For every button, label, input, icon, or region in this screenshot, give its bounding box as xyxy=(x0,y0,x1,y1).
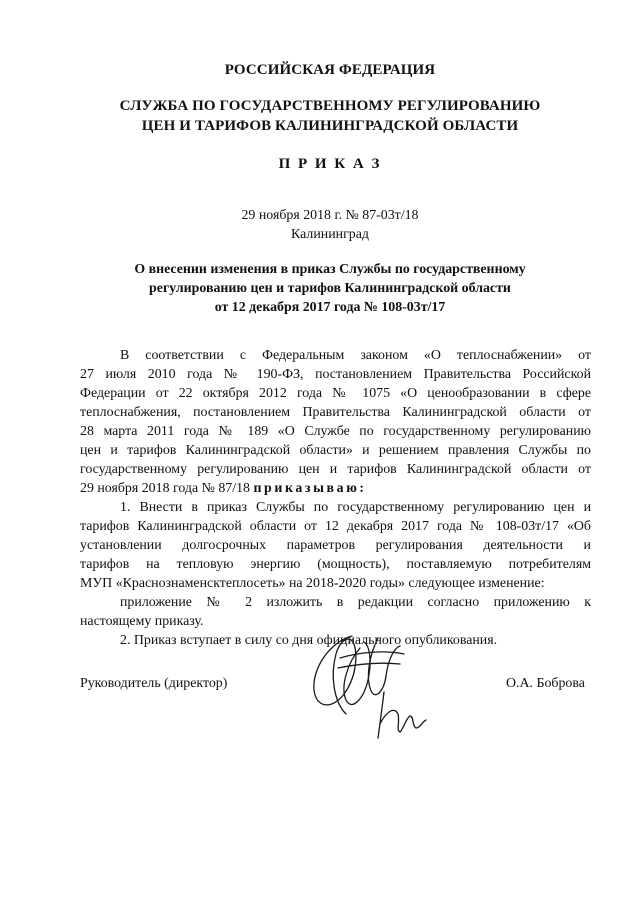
body-line: настоящему приказу. xyxy=(80,614,204,629)
body-line: 1. Внести в приказ Службы по государственному регулированию цен и xyxy=(120,500,591,515)
resolution-date: 29 ноября 2018 года № 87/18 xyxy=(80,481,250,496)
document-type-heading: П Р И К А З xyxy=(278,156,382,172)
body-line: установлении долгосрочных параметров регулирования деятельности и xyxy=(80,538,591,553)
agency-heading-line2: ЦЕН И ТАРИФОВ КАЛИНИНГРАДСКОЙ ОБЛАСТИ xyxy=(141,118,519,134)
date-number: 29 ноября 2018 г. № 87-03т/18 xyxy=(241,208,419,223)
body-line: тарифов Калининградской области от 12 декабря 2017 года № 108-03т/17 «Об xyxy=(80,519,591,534)
body-line: цен и тарифов Калининградской области» и решением правления Службы по xyxy=(80,443,591,458)
body-line: В соответствии с Федеральным законом «О теплоснабжении» от xyxy=(120,348,591,363)
agency-heading-line1: СЛУЖБА ПО ГОСУДАРСТВЕННОМУ РЕГУЛИРОВАНИЮ xyxy=(119,98,541,114)
body-line: 28 марта 2011 года № 189 «О Службе по государственному регулированию xyxy=(80,424,591,439)
city: Калининград xyxy=(291,227,369,242)
title-line2: регулированию цен и тарифов Калининградской области xyxy=(149,281,511,296)
body-line: МУП «Краснознаменсктеплосеть» на 2018-2020 годы» следующее изменение: xyxy=(80,576,545,591)
body-line: 27 июля 2010 года № 190-ФЗ, постановлением Правительства Российской xyxy=(80,367,591,382)
signatory-position: Руководитель (директор) xyxy=(80,676,228,691)
country-heading: РОССИЙСКАЯ ФЕДЕРАЦИЯ xyxy=(224,62,436,78)
order-word: приказываю: xyxy=(253,481,367,496)
handwritten-signature-icon xyxy=(300,628,430,748)
body-line-last xyxy=(80,479,367,498)
title-line1: О внесении изменения в приказ Службы по государственному xyxy=(134,262,526,277)
body-line: приложение № 2 изложить в редакции согласно приложению к xyxy=(120,595,591,610)
title-line3: от 12 декабря 2017 года № 108-03т/17 xyxy=(214,300,446,315)
body-line: государственному регулированию цен и тарифов Калининградской области от xyxy=(80,462,591,477)
signatory-name: О.А. Боброва xyxy=(506,676,585,691)
body-line: Федерации от 22 октября 2012 года № 1075 «О ценообразовании в сфере xyxy=(80,386,591,401)
body-line: 2. Приказ вступает в силу со дня официального опубликования. xyxy=(120,633,498,648)
body-line: тарифов на тепловую энергию (мощность), поставляемую потребителям xyxy=(80,557,591,572)
body-line: теплоснабжения, постановлением Правительства Калининградской области от xyxy=(80,405,591,420)
